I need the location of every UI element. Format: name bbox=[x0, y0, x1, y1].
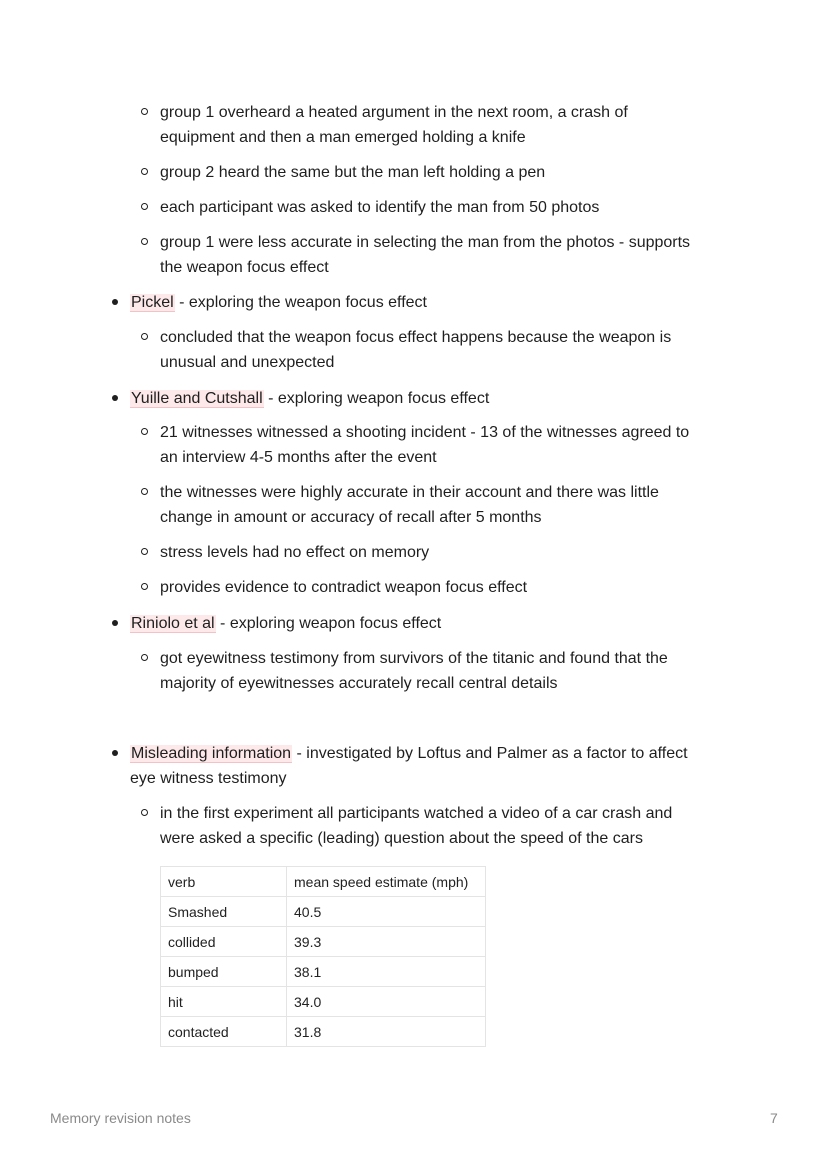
sub-bullet bbox=[141, 428, 148, 435]
sub-bullet bbox=[141, 488, 148, 495]
sub-bullet bbox=[141, 238, 148, 245]
list-item-continuation: unusual and unexpected bbox=[160, 354, 335, 371]
table-cell: 39.3 bbox=[287, 927, 486, 957]
bullet bbox=[112, 395, 118, 401]
table-header-cell: mean speed estimate (mph) bbox=[287, 867, 486, 897]
table-row bbox=[161, 987, 486, 1017]
bullet bbox=[112, 299, 118, 305]
table-cell: 34.0 bbox=[287, 987, 486, 1017]
sub-bullet bbox=[141, 108, 148, 115]
list-item-continuation: the weapon focus effect bbox=[160, 259, 329, 276]
bullet bbox=[112, 750, 118, 756]
list-item: each participant was asked to identify the man from 50 photos bbox=[160, 199, 600, 216]
sub-bullet bbox=[141, 548, 148, 555]
list-item: 21 witnesses witnessed a shooting incident - 13 of the witnesses agreed to bbox=[160, 424, 690, 441]
table-cell: bumped bbox=[161, 957, 287, 987]
bullet bbox=[112, 620, 118, 626]
table-row bbox=[161, 897, 486, 927]
table-row bbox=[161, 927, 486, 957]
list-item-continuation: eye witness testimony bbox=[130, 770, 287, 787]
highlighted-term: Misleading information bbox=[131, 745, 292, 762]
list-item: the witnesses were highly accurate in their account and there was little bbox=[160, 484, 659, 501]
table-cell: contacted bbox=[161, 1017, 287, 1047]
highlighted-term: Riniolo et al bbox=[131, 615, 215, 632]
list-item-continuation: an interview 4-5 months after the event bbox=[160, 449, 437, 466]
list-item: group 1 were less accurate in selecting the man from the photos - supports bbox=[160, 234, 691, 251]
table-cell: Smashed bbox=[161, 897, 287, 927]
sub-bullet bbox=[141, 809, 148, 816]
table-cell: collided bbox=[161, 927, 287, 957]
footer-title: Memory revision notes bbox=[50, 1110, 191, 1126]
speed-estimate-table bbox=[160, 866, 486, 1047]
highlighted-term: Yuille and Cutshall bbox=[131, 390, 263, 407]
list-item-yuille-cutshall: Yuille and Cutshall - exploring weapon focus effect bbox=[131, 390, 490, 407]
list-item: concluded that the weapon focus effect happens because the weapon is bbox=[160, 329, 672, 346]
table-cell: 31.8 bbox=[287, 1017, 486, 1047]
list-item: stress levels had no effect on memory bbox=[160, 544, 430, 561]
list-item-continuation: change in amount or accuracy of recall after 5 months bbox=[160, 509, 542, 526]
list-item: group 2 heard the same but the man left holding a pen bbox=[160, 164, 546, 181]
sub-bullet bbox=[141, 203, 148, 210]
highlighted-term: Pickel bbox=[131, 294, 174, 311]
list-item-continuation: majority of eyewitnesses accurately recall central details bbox=[160, 675, 558, 692]
list-item-misleading-information: Misleading information - investigated by Loftus and Palmer as a factor to affect bbox=[131, 745, 688, 762]
list-item-continuation: equipment and then a man emerged holding a knife bbox=[160, 129, 526, 146]
list-item-continuation: were asked a specific (leading) question about the speed of the cars bbox=[160, 830, 643, 847]
page-number: 7 bbox=[770, 1110, 778, 1126]
table-cell: 38.1 bbox=[287, 957, 486, 987]
table-row bbox=[161, 1017, 486, 1047]
list-item: got eyewitness testimony from survivors of the titanic and found that the bbox=[160, 650, 668, 667]
table-cell: hit bbox=[161, 987, 287, 1017]
table-header-row bbox=[161, 867, 486, 897]
table-header-cell: verb bbox=[161, 867, 287, 897]
list-item-riniolo: Riniolo et al - exploring weapon focus effect bbox=[131, 615, 442, 632]
sub-bullet bbox=[141, 654, 148, 661]
sub-bullet bbox=[141, 168, 148, 175]
sub-bullet bbox=[141, 583, 148, 590]
sub-bullet bbox=[141, 333, 148, 340]
table-row bbox=[161, 957, 486, 987]
table-cell: 40.5 bbox=[287, 897, 486, 927]
list-item: in the first experiment all participants watched a video of a car crash and bbox=[160, 805, 673, 822]
list-item-pickel: Pickel - exploring the weapon focus effect bbox=[131, 294, 427, 311]
list-item: group 1 overheard a heated argument in the next room, a crash of bbox=[160, 104, 628, 121]
list-item: provides evidence to contradict weapon focus effect bbox=[160, 579, 528, 596]
